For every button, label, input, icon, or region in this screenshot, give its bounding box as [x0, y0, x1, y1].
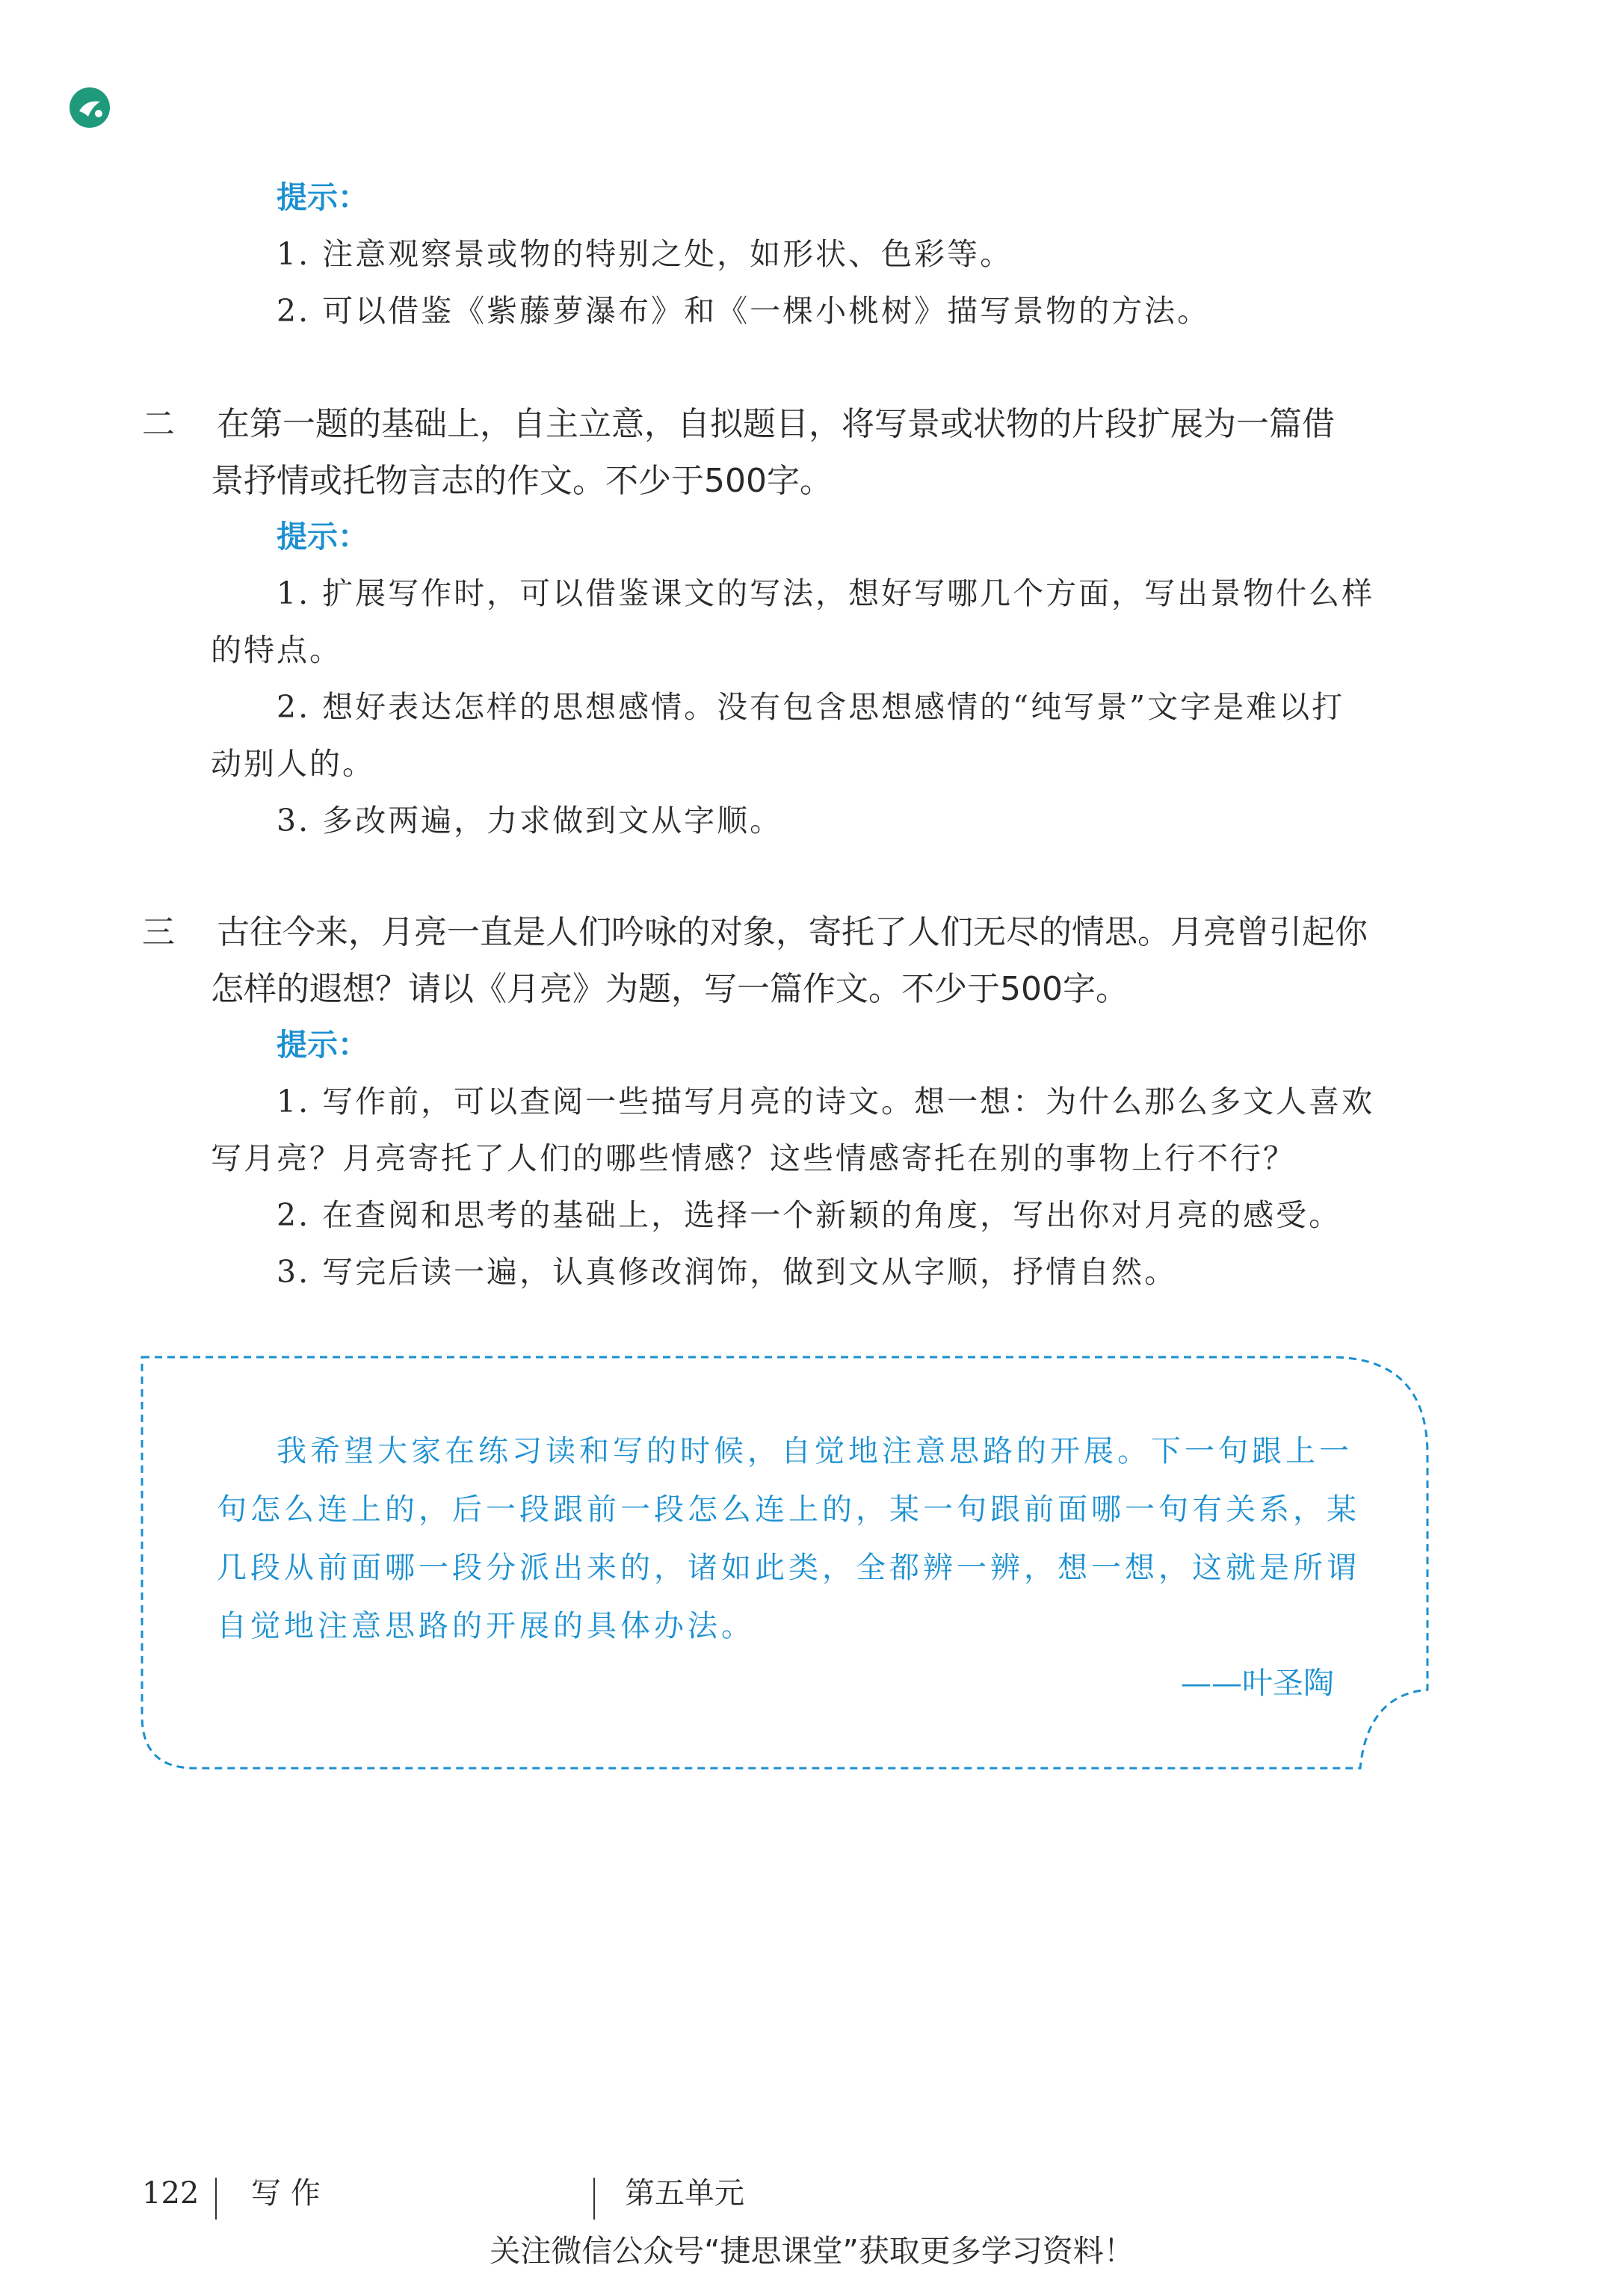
question-line: 怎样的遐想？请以《月亮》为题，写一篇作文。不少于500字。 — [211, 970, 1129, 1008]
hint-line: 1. 写作前，可以查阅一些描写月亮的诗文。想一想：为什么那么多文人喜欢 — [277, 1084, 1375, 1119]
book-logo-icon — [69, 87, 111, 129]
question-line: 在第一题的基础上，自主立意，自拟题目，将写景或状物的片段扩展为一篇借 — [217, 405, 1335, 443]
quote-line: 我希望大家在练习读和写的时候，自觉地注意思路的开展。下一句跟上一 — [277, 1434, 1353, 1468]
question-number: 三 — [142, 913, 175, 951]
quote-line: 几段从前面哪一段分派出来的，诸如此类，全都辨一辨，想一想，这就是所谓 — [217, 1551, 1360, 1585]
question-line: 古往今来，月亮一直是人们吟咏的对象，寄托了人们无尽的情思。月亮曾引起你 — [217, 913, 1368, 951]
hint-line: 2. 在查阅和思考的基础上，选择一个新颖的角度，写出你对月亮的感受。 — [277, 1197, 1342, 1233]
hint-line: 1. 扩展写作时，可以借鉴课文的写法，想好写哪几个方面，写出景物什么样 — [277, 575, 1375, 611]
hint-label: 提示： — [277, 1027, 368, 1063]
hint-line: 1. 注意观察景或物的特别之处，如形状、色彩等。 — [277, 236, 1013, 272]
hint-line: 动别人的。 — [211, 746, 375, 782]
quote-author: ——叶圣陶 — [1181, 1665, 1334, 1701]
question-line: 景抒情或托物言志的作文。不少于500字。 — [211, 462, 833, 500]
footer-notice: 关注微信公众号“捷思课堂”获取更多学习资料！ — [490, 2233, 1134, 2269]
hint-line: 的特点。 — [211, 632, 342, 668]
hint-line: 写月亮？月亮寄托了人们的哪些情感？这些情感寄托在别的事物上行不行？ — [211, 1140, 1296, 1176]
footer-unit: 第五单元 — [625, 2176, 744, 2211]
question-number: 二 — [142, 405, 175, 443]
quote-line: 自觉地注意思路的开展的具体办法。 — [217, 1609, 755, 1643]
hint-line: 3. 多改两遍，力求做到文从字顺。 — [277, 803, 783, 838]
page-number: 122 — [142, 2176, 200, 2211]
hint-line: 2. 想好表达怎样的思想感情。没有包含思想感情的“纯写景”文字是难以打 — [277, 689, 1345, 725]
hint-line: 2. 可以借鉴《紫藤萝瀑布》和《一棵小桃树》描写景物的方法。 — [277, 293, 1211, 329]
footer-section: 写 作 — [251, 2176, 321, 2211]
footer-divider — [593, 2178, 595, 2220]
footer-divider — [215, 2178, 217, 2220]
quote-line: 句怎么连上的，后一段跟前一段怎么连上的，某一句跟前面哪一句有关系，某 — [217, 1492, 1360, 1527]
hint-label: 提示： — [277, 179, 368, 215]
hint-line: 3. 写完后读一遍，认真修改润饰，做到文从字顺，抒情自然。 — [277, 1254, 1178, 1290]
hint-label: 提示： — [277, 519, 368, 555]
